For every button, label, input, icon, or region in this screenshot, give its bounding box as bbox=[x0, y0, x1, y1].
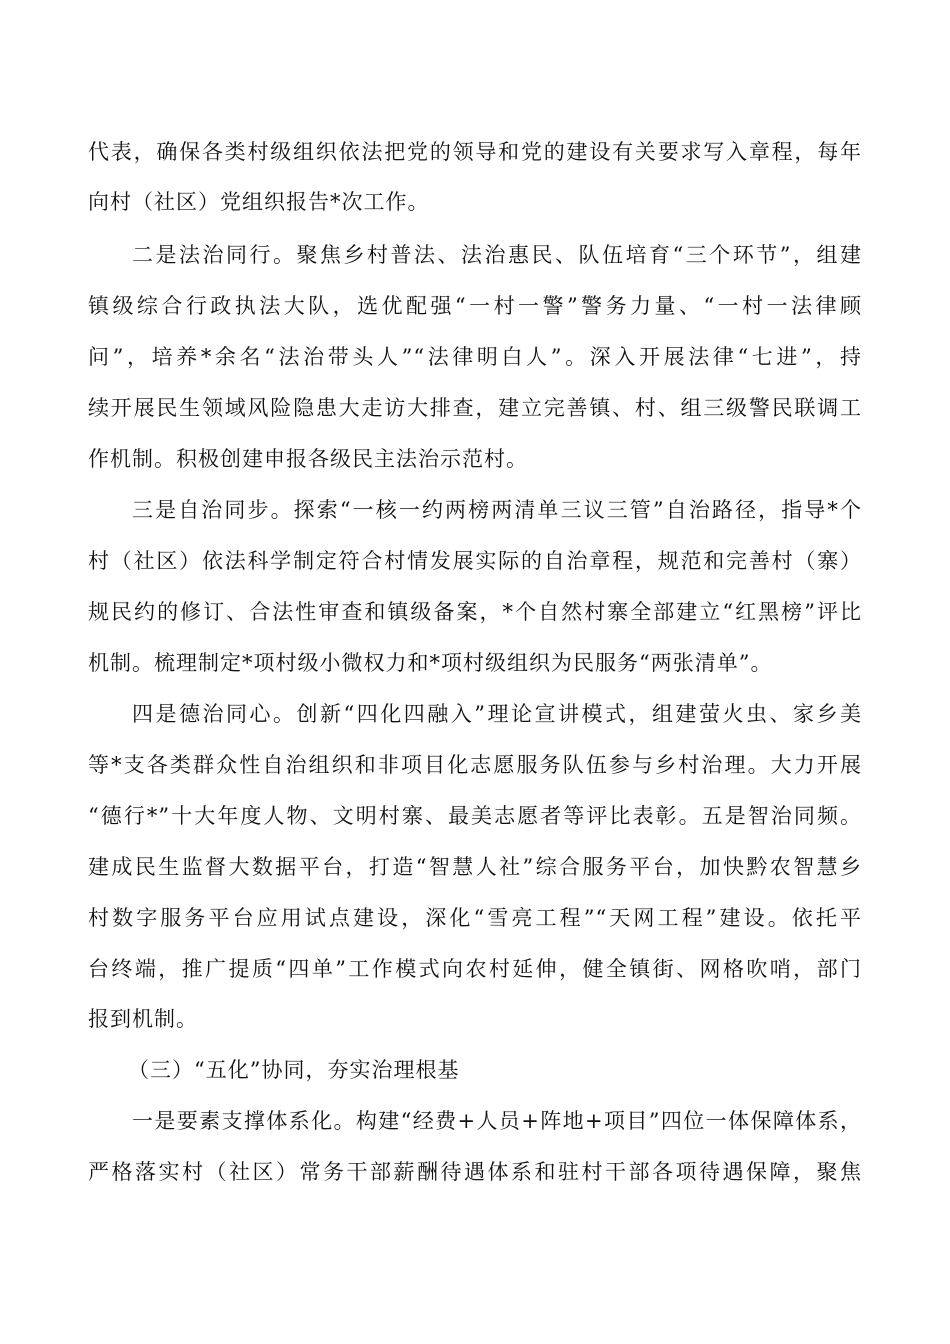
paragraph-line: 代表，确保各类村级组织依法把党的领导和党的建设有关要求写入章程，每年 bbox=[88, 140, 862, 164]
paragraph-line: 台终端，推广提质“四单”工作模式向农村延伸，健全镇街、网格吹哨，部门 bbox=[88, 957, 862, 981]
paragraph-line: 村（社区）依法科学制定符合村情发展实际的自治章程，规范和完善村（寨） bbox=[88, 549, 862, 573]
paragraph-line: 镇级综合行政执法大队，选优配强“一村一警”警务力量、“一村一法律顾 bbox=[88, 294, 862, 318]
paragraph-line: 向村（社区）党组织报告*次工作。 bbox=[88, 190, 430, 214]
paragraph-line: 报到机制。 bbox=[88, 1007, 198, 1031]
paragraph-line: 等*支各类群众性自治组织和非项目化志愿服务队伍参与乡村治理。大力开展 bbox=[88, 753, 862, 777]
paragraph-line: 续开展民生领域风险隐患大走访大排查，建立完善镇、村、组三级警民联调工 bbox=[88, 396, 862, 420]
paragraph-line: 问”，培养*余名“法治带头人”“法律明白人”。深入开展法律“七进”，持 bbox=[88, 345, 862, 369]
paragraph-line: 作机制。积极创建申报各级民主法治示范村。 bbox=[88, 447, 528, 471]
paragraph-line: 建成民生监督大数据平台，打造“智慧人社”综合服务平台，加快黔农智慧乡 bbox=[88, 855, 862, 879]
paragraph-line: 一是要素支撑体系化。构建“经费+人员+阵地+项目”四位一体保障体系， bbox=[132, 1109, 862, 1133]
paragraph-line: 严格落实村（社区）常务干部薪酬待遇体系和驻村干部各项待遇保障，聚焦 bbox=[88, 1160, 862, 1184]
paragraph-line: “德行*”十大年度人物、文明村寨、最美志愿者等评比表彰。五是智治同频。 bbox=[88, 804, 862, 828]
paragraph-line: 二是法治同行。聚焦乡村普法、法治惠民、队伍培育“三个环节”，组建 bbox=[132, 243, 862, 267]
section-heading: （三）“五化”协同，夯实治理根基 bbox=[128, 1058, 460, 1082]
paragraph-line: 机制。梳理制定*项村级小微权力和*项村级组织为民服务“两张清单”。 bbox=[88, 651, 773, 675]
paragraph-line: 四是德治同心。创新“四化四融入”理论宣讲模式，组建萤火虫、家乡美 bbox=[132, 702, 862, 726]
paragraph-line: 村数字服务平台应用试点建设，深化“雪亮工程”“天网工程”建设。依托平 bbox=[88, 906, 862, 930]
paragraph-line: 规民约的修订、合法性审查和镇级备案，*个自然村寨全部建立“红黑榜”评比 bbox=[88, 600, 862, 624]
paragraph-line: 三是自治同步。探索“一核一约两榜两清单三议三管”自治路径，指导*个 bbox=[132, 498, 862, 522]
